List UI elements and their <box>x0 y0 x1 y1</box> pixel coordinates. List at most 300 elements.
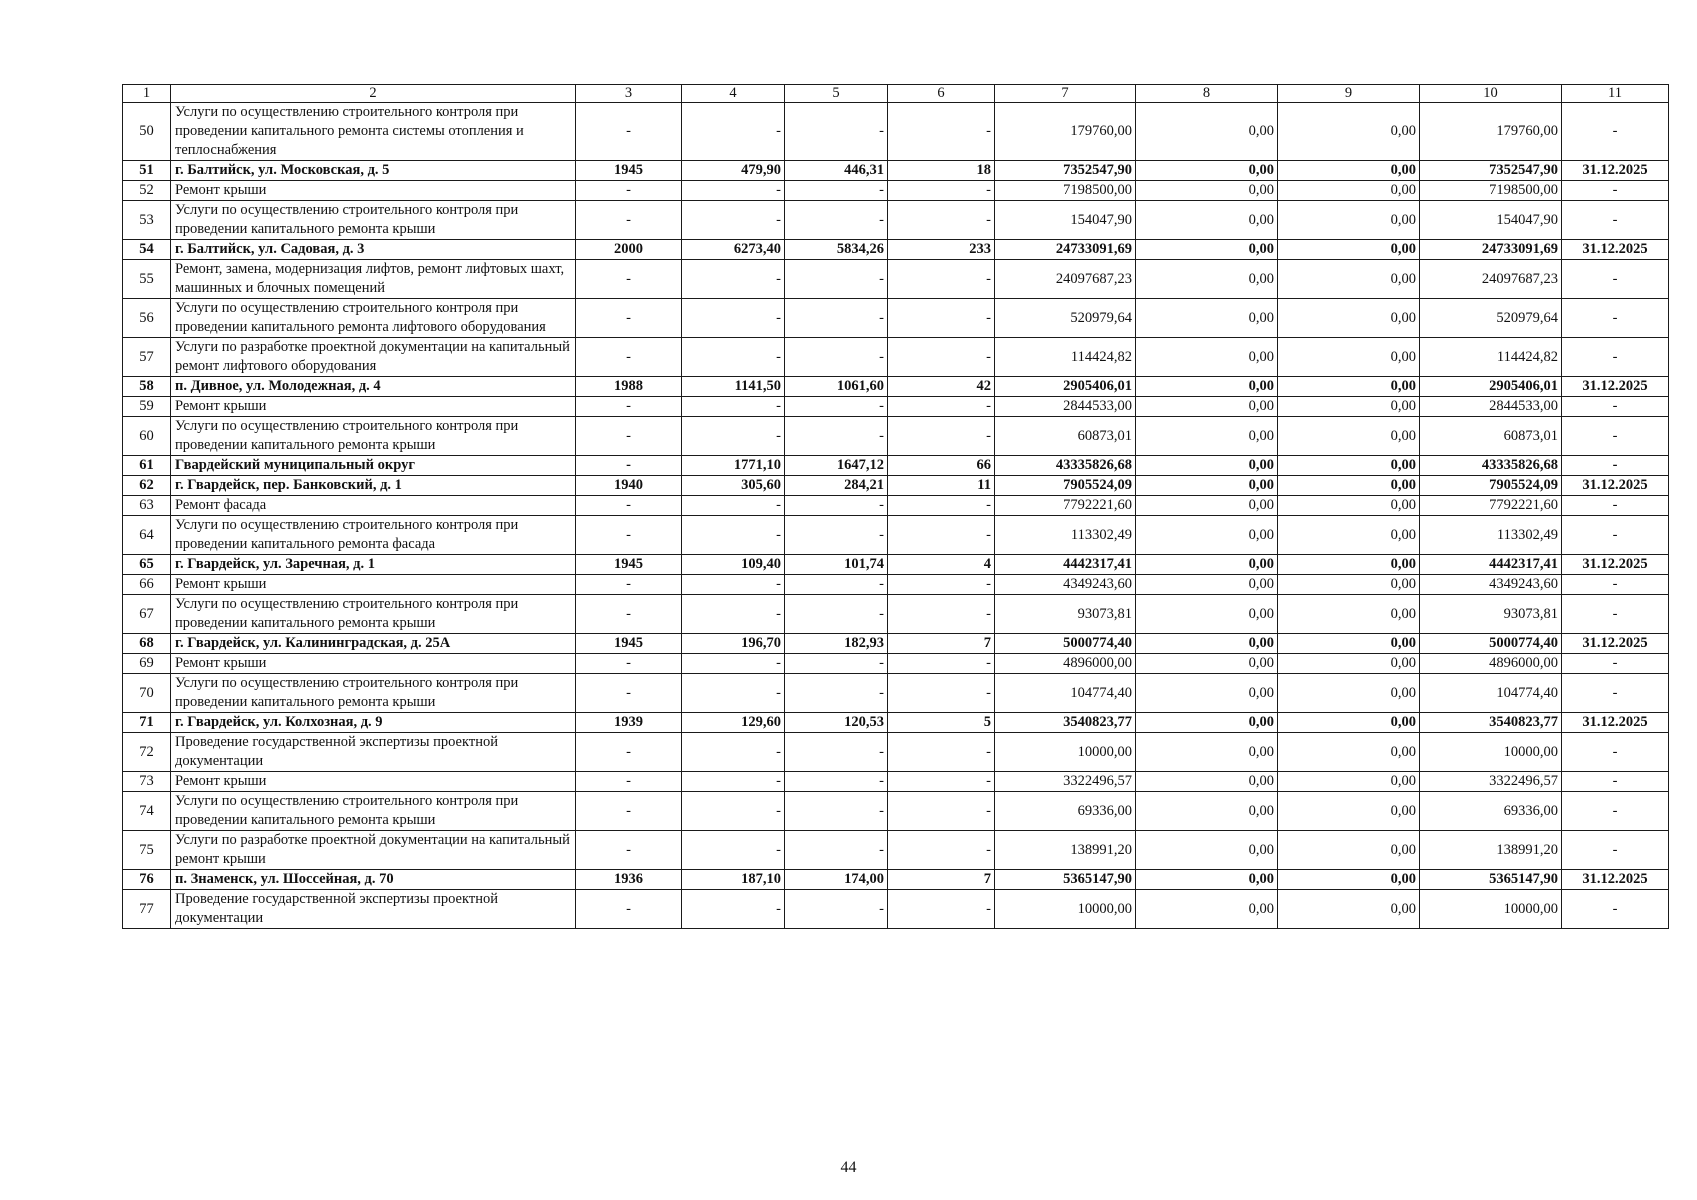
value-cell: 4896000,00 <box>995 654 1136 674</box>
value-cell: 179760,00 <box>1420 103 1562 161</box>
row-number-cell: 57 <box>123 338 171 377</box>
work-item-row <box>123 496 1669 516</box>
object-summary-row <box>123 240 1669 260</box>
column-number-header: 1 <box>123 85 171 103</box>
value-cell: - <box>888 201 995 240</box>
value-cell: - <box>785 299 888 338</box>
value-cell: 120,53 <box>785 713 888 733</box>
value-cell: 0,00 <box>1136 377 1278 397</box>
value-cell: 5000774,40 <box>995 634 1136 654</box>
row-number-cell: 77 <box>123 890 171 929</box>
value-cell: 0,00 <box>1136 417 1278 456</box>
value-cell: 114424,82 <box>995 338 1136 377</box>
value-cell: 0,00 <box>1136 103 1278 161</box>
value-cell: - <box>888 299 995 338</box>
work-item-row <box>123 575 1669 595</box>
value-cell: 0,00 <box>1136 733 1278 772</box>
value-cell: - <box>785 792 888 831</box>
value-cell: - <box>682 674 785 713</box>
value-cell: - <box>1562 299 1669 338</box>
value-cell: 0,00 <box>1278 870 1420 890</box>
value-cell: 10000,00 <box>1420 890 1562 929</box>
value-cell: 113302,49 <box>1420 516 1562 555</box>
object-summary-row <box>123 555 1669 575</box>
value-cell: 0,00 <box>1136 654 1278 674</box>
value-cell: - <box>576 733 682 772</box>
value-cell: 0,00 <box>1278 181 1420 201</box>
value-cell: - <box>576 654 682 674</box>
value-cell: 0,00 <box>1278 713 1420 733</box>
value-cell: 2905406,01 <box>1420 377 1562 397</box>
row-number-cell: 58 <box>123 377 171 397</box>
value-cell: 24097687,23 <box>1420 260 1562 299</box>
value-cell: - <box>1562 456 1669 476</box>
value-cell: - <box>682 496 785 516</box>
value-cell: - <box>682 792 785 831</box>
value-cell: 0,00 <box>1136 713 1278 733</box>
value-cell: 1771,10 <box>682 456 785 476</box>
value-cell: - <box>785 733 888 772</box>
value-cell: - <box>888 397 995 417</box>
column-number-header: 11 <box>1562 85 1669 103</box>
work-item-row <box>123 595 1669 634</box>
value-cell: - <box>682 575 785 595</box>
value-cell: 93073,81 <box>995 595 1136 634</box>
row-number-cell: 53 <box>123 201 171 240</box>
work-item-row <box>123 831 1669 870</box>
value-cell: 7198500,00 <box>995 181 1136 201</box>
column-number-header: 10 <box>1420 85 1562 103</box>
value-cell: - <box>888 103 995 161</box>
value-cell: - <box>785 595 888 634</box>
value-cell: 0,00 <box>1136 161 1278 181</box>
value-cell: 1945 <box>576 634 682 654</box>
row-number-cell: 61 <box>123 456 171 476</box>
value-cell: - <box>1562 516 1669 555</box>
value-cell: 0,00 <box>1136 397 1278 417</box>
value-cell: 0,00 <box>1278 299 1420 338</box>
value-cell: 0,00 <box>1136 890 1278 929</box>
value-cell: 69336,00 <box>1420 792 1562 831</box>
value-cell: 31.12.2025 <box>1562 555 1669 575</box>
column-number-header: 9 <box>1278 85 1420 103</box>
value-cell: 114424,82 <box>1420 338 1562 377</box>
value-cell: 4349243,60 <box>995 575 1136 595</box>
row-name-cell: Проведение государственной экспертизы проектной документации <box>171 733 576 772</box>
value-cell: 7905524,09 <box>995 476 1136 496</box>
value-cell: 0,00 <box>1136 575 1278 595</box>
value-cell: 24097687,23 <box>995 260 1136 299</box>
value-cell: - <box>785 417 888 456</box>
work-item-row <box>123 397 1669 417</box>
value-cell: 7 <box>888 870 995 890</box>
row-name-cell: Услуги по разработке проектной документации на капитальный ремонт крыши <box>171 831 576 870</box>
value-cell: 1945 <box>576 161 682 181</box>
value-cell: - <box>576 201 682 240</box>
value-cell: - <box>888 890 995 929</box>
value-cell: 43335826,68 <box>995 456 1136 476</box>
value-cell: - <box>785 496 888 516</box>
row-name-cell: г. Гвардейск, пер. Банковский, д. 1 <box>171 476 576 496</box>
row-number-cell: 75 <box>123 831 171 870</box>
value-cell: - <box>1562 181 1669 201</box>
value-cell: - <box>888 181 995 201</box>
value-cell: - <box>888 496 995 516</box>
value-cell: - <box>576 496 682 516</box>
work-item-row <box>123 417 1669 456</box>
value-cell: - <box>1562 496 1669 516</box>
row-number-cell: 60 <box>123 417 171 456</box>
value-cell: - <box>576 397 682 417</box>
value-cell: - <box>576 575 682 595</box>
value-cell: - <box>682 831 785 870</box>
row-name-cell: п. Знаменск, ул. Шоссейная, д. 70 <box>171 870 576 890</box>
value-cell: - <box>1562 397 1669 417</box>
row-name-cell: Услуги по осуществлению строительного контроля при проведении капитального ремонта крыши <box>171 201 576 240</box>
value-cell: 31.12.2025 <box>1562 713 1669 733</box>
value-cell: 1945 <box>576 555 682 575</box>
work-item-row <box>123 890 1669 929</box>
value-cell: - <box>682 338 785 377</box>
object-summary-row <box>123 634 1669 654</box>
value-cell: 7 <box>888 634 995 654</box>
value-cell: 187,10 <box>682 870 785 890</box>
value-cell: 138991,20 <box>995 831 1136 870</box>
table-body <box>123 85 1669 929</box>
value-cell: - <box>682 299 785 338</box>
value-cell: 0,00 <box>1136 496 1278 516</box>
value-cell: 3540823,77 <box>995 713 1136 733</box>
value-cell: 0,00 <box>1136 260 1278 299</box>
work-item-row <box>123 792 1669 831</box>
value-cell: 31.12.2025 <box>1562 377 1669 397</box>
row-number-cell: 73 <box>123 772 171 792</box>
row-number-cell: 67 <box>123 595 171 634</box>
row-number-cell: 71 <box>123 713 171 733</box>
work-item-row <box>123 772 1669 792</box>
row-number-cell: 51 <box>123 161 171 181</box>
value-cell: 4442317,41 <box>995 555 1136 575</box>
value-cell: 0,00 <box>1136 516 1278 555</box>
row-name-cell: Ремонт крыши <box>171 575 576 595</box>
work-item-row <box>123 338 1669 377</box>
value-cell: 0,00 <box>1278 456 1420 476</box>
value-cell: 10000,00 <box>995 890 1136 929</box>
value-cell: 3322496,57 <box>1420 772 1562 792</box>
value-cell: 0,00 <box>1136 299 1278 338</box>
value-cell: 0,00 <box>1278 555 1420 575</box>
value-cell: 0,00 <box>1278 516 1420 555</box>
value-cell: 0,00 <box>1278 772 1420 792</box>
value-cell: 5365147,90 <box>995 870 1136 890</box>
row-name-cell: Ремонт крыши <box>171 397 576 417</box>
value-cell: 0,00 <box>1136 476 1278 496</box>
value-cell: - <box>576 772 682 792</box>
value-cell: - <box>576 260 682 299</box>
value-cell: - <box>785 674 888 713</box>
value-cell: 93073,81 <box>1420 595 1562 634</box>
value-cell: 1939 <box>576 713 682 733</box>
row-name-cell: Услуги по разработке проектной документации на капитальный ремонт лифтового оборудования <box>171 338 576 377</box>
row-name-cell: Гвардейский муниципальный округ <box>171 456 576 476</box>
value-cell: - <box>785 397 888 417</box>
value-cell: 24733091,69 <box>995 240 1136 260</box>
value-cell: 4 <box>888 555 995 575</box>
value-cell: 0,00 <box>1136 831 1278 870</box>
row-name-cell: Услуги по осуществлению строительного контроля при проведении капитального ремонта лифтового оборудования <box>171 299 576 338</box>
row-name-cell: Ремонт крыши <box>171 654 576 674</box>
value-cell: - <box>1562 654 1669 674</box>
value-cell: - <box>888 595 995 634</box>
value-cell: 2844533,00 <box>1420 397 1562 417</box>
value-cell: - <box>888 417 995 456</box>
value-cell: 31.12.2025 <box>1562 240 1669 260</box>
value-cell: 5834,26 <box>785 240 888 260</box>
value-cell: 7352547,90 <box>995 161 1136 181</box>
value-cell: 0,00 <box>1278 674 1420 713</box>
work-item-row <box>123 654 1669 674</box>
value-cell: 101,74 <box>785 555 888 575</box>
value-cell: 305,60 <box>682 476 785 496</box>
object-summary-row <box>123 161 1669 181</box>
value-cell: - <box>785 831 888 870</box>
value-cell: - <box>576 674 682 713</box>
row-name-cell: п. Дивное, ул. Молодежная, д. 4 <box>171 377 576 397</box>
value-cell: 6273,40 <box>682 240 785 260</box>
value-cell: 2844533,00 <box>995 397 1136 417</box>
value-cell: - <box>682 260 785 299</box>
value-cell: 7792221,60 <box>1420 496 1562 516</box>
value-cell: 0,00 <box>1278 417 1420 456</box>
page-number: 44 <box>840 1159 857 1176</box>
value-cell: - <box>888 516 995 555</box>
value-cell: 0,00 <box>1136 792 1278 831</box>
value-cell: - <box>1562 417 1669 456</box>
value-cell: 520979,64 <box>1420 299 1562 338</box>
value-cell: 7198500,00 <box>1420 181 1562 201</box>
value-cell: 1940 <box>576 476 682 496</box>
value-cell: 129,60 <box>682 713 785 733</box>
row-name-cell: г. Гвардейск, ул. Заречная, д. 1 <box>171 555 576 575</box>
value-cell: 0,00 <box>1278 161 1420 181</box>
value-cell: - <box>785 260 888 299</box>
value-cell: 179760,00 <box>995 103 1136 161</box>
row-number-cell: 50 <box>123 103 171 161</box>
value-cell: 1141,50 <box>682 377 785 397</box>
value-cell: - <box>888 674 995 713</box>
column-number-header: 4 <box>682 85 785 103</box>
value-cell: 113302,49 <box>995 516 1136 555</box>
column-number-header: 6 <box>888 85 995 103</box>
work-item-row <box>123 299 1669 338</box>
work-item-row <box>123 674 1669 713</box>
column-number-header: 8 <box>1136 85 1278 103</box>
row-name-cell: Услуги по осуществлению строительного контроля при проведении капитального ремонта крыши <box>171 674 576 713</box>
value-cell: 0,00 <box>1136 555 1278 575</box>
value-cell: 4442317,41 <box>1420 555 1562 575</box>
work-item-row <box>123 516 1669 555</box>
value-cell: 7905524,09 <box>1420 476 1562 496</box>
value-cell: - <box>1562 595 1669 634</box>
value-cell: - <box>682 595 785 634</box>
value-cell: - <box>682 654 785 674</box>
value-cell: 1988 <box>576 377 682 397</box>
value-cell: 3540823,77 <box>1420 713 1562 733</box>
value-cell: 479,90 <box>682 161 785 181</box>
value-cell: 31.12.2025 <box>1562 161 1669 181</box>
work-program-table <box>122 84 1669 929</box>
value-cell: 0,00 <box>1136 634 1278 654</box>
object-summary-row <box>123 456 1669 476</box>
row-name-cell: Услуги по осуществлению строительного контроля при проведении капитального ремонта крыши <box>171 417 576 456</box>
row-number-cell: 69 <box>123 654 171 674</box>
value-cell: 60873,01 <box>995 417 1136 456</box>
row-name-cell: Услуги по осуществлению строительного контроля при проведении капитального ремонта системы отопления и теплоснабжения <box>171 103 576 161</box>
value-cell: 154047,90 <box>1420 201 1562 240</box>
value-cell: - <box>682 516 785 555</box>
value-cell: - <box>682 181 785 201</box>
value-cell: - <box>576 595 682 634</box>
value-cell: - <box>682 772 785 792</box>
value-cell: 0,00 <box>1136 201 1278 240</box>
value-cell: 138991,20 <box>1420 831 1562 870</box>
value-cell: 0,00 <box>1278 496 1420 516</box>
row-name-cell: Услуги по осуществлению строительного контроля при проведении капитального ремонта крыши <box>171 595 576 634</box>
row-name-cell: Услуги по осуществлению строительного контроля при проведении капитального ремонта крыши <box>171 792 576 831</box>
object-summary-row <box>123 476 1669 496</box>
value-cell: 196,70 <box>682 634 785 654</box>
work-item-row <box>123 103 1669 161</box>
value-cell: 0,00 <box>1278 397 1420 417</box>
value-cell: 1061,60 <box>785 377 888 397</box>
object-summary-row <box>123 870 1669 890</box>
value-cell: 31.12.2025 <box>1562 870 1669 890</box>
value-cell: - <box>1562 890 1669 929</box>
value-cell: - <box>785 181 888 201</box>
value-cell: 0,00 <box>1136 595 1278 634</box>
value-cell: 0,00 <box>1278 260 1420 299</box>
value-cell: - <box>785 890 888 929</box>
row-name-cell: г. Гвардейск, ул. Калининградская, д. 25А <box>171 634 576 654</box>
row-name-cell: Услуги по осуществлению строительного контроля при проведении капитального ремонта фасада <box>171 516 576 555</box>
row-name-cell: Ремонт, замена, модернизация лифтов, ремонт лифтовых шахт, машинных и блочных помещений <box>171 260 576 299</box>
value-cell: - <box>682 733 785 772</box>
row-number-cell: 63 <box>123 496 171 516</box>
value-cell: - <box>1562 201 1669 240</box>
value-cell: - <box>576 516 682 555</box>
row-name-cell: Проведение государственной экспертизы проектной документации <box>171 890 576 929</box>
value-cell: 0,00 <box>1278 595 1420 634</box>
work-item-row <box>123 201 1669 240</box>
value-cell: 0,00 <box>1278 201 1420 240</box>
value-cell: 1936 <box>576 870 682 890</box>
value-cell: 109,40 <box>682 555 785 575</box>
value-cell: - <box>888 733 995 772</box>
value-cell: - <box>576 417 682 456</box>
value-cell: 154047,90 <box>995 201 1136 240</box>
value-cell: 69336,00 <box>995 792 1136 831</box>
row-name-cell: Ремонт фасада <box>171 496 576 516</box>
value-cell: 233 <box>888 240 995 260</box>
value-cell: 182,93 <box>785 634 888 654</box>
work-item-row <box>123 181 1669 201</box>
value-cell: 0,00 <box>1136 870 1278 890</box>
value-cell: 5000774,40 <box>1420 634 1562 654</box>
value-cell: - <box>576 831 682 870</box>
row-number-cell: 65 <box>123 555 171 575</box>
value-cell: - <box>682 417 785 456</box>
value-cell: 520979,64 <box>995 299 1136 338</box>
value-cell: - <box>682 890 785 929</box>
value-cell: 0,00 <box>1136 240 1278 260</box>
value-cell: - <box>1562 575 1669 595</box>
value-cell: 174,00 <box>785 870 888 890</box>
value-cell: - <box>785 338 888 377</box>
row-number-cell: 55 <box>123 260 171 299</box>
value-cell: 60873,01 <box>1420 417 1562 456</box>
value-cell: - <box>576 299 682 338</box>
value-cell: 43335826,68 <box>1420 456 1562 476</box>
value-cell: 0,00 <box>1278 792 1420 831</box>
value-cell: 31.12.2025 <box>1562 634 1669 654</box>
value-cell: 104774,40 <box>995 674 1136 713</box>
value-cell: - <box>1562 792 1669 831</box>
value-cell: - <box>576 792 682 831</box>
row-number-cell: 56 <box>123 299 171 338</box>
row-name-cell: г. Балтийск, ул. Садовая, д. 3 <box>171 240 576 260</box>
value-cell: - <box>576 338 682 377</box>
row-name-cell: Ремонт крыши <box>171 181 576 201</box>
value-cell: 0,00 <box>1278 831 1420 870</box>
value-cell: - <box>785 772 888 792</box>
column-number-header: 5 <box>785 85 888 103</box>
value-cell: - <box>1562 772 1669 792</box>
value-cell: 0,00 <box>1278 240 1420 260</box>
value-cell: 0,00 <box>1278 733 1420 772</box>
value-cell: 0,00 <box>1136 338 1278 377</box>
value-cell: - <box>888 772 995 792</box>
column-number-header: 7 <box>995 85 1136 103</box>
value-cell: 0,00 <box>1278 575 1420 595</box>
row-number-cell: 64 <box>123 516 171 555</box>
value-cell: - <box>576 890 682 929</box>
value-cell: 0,00 <box>1136 456 1278 476</box>
value-cell: - <box>785 201 888 240</box>
value-cell: - <box>682 201 785 240</box>
value-cell: 0,00 <box>1136 674 1278 713</box>
row-name-cell: Ремонт крыши <box>171 772 576 792</box>
value-cell: - <box>576 103 682 161</box>
value-cell: 7792221,60 <box>995 496 1136 516</box>
row-number-cell: 54 <box>123 240 171 260</box>
work-item-row <box>123 733 1669 772</box>
value-cell: - <box>888 575 995 595</box>
value-cell: 0,00 <box>1278 654 1420 674</box>
row-number-cell: 62 <box>123 476 171 496</box>
value-cell: - <box>1562 260 1669 299</box>
value-cell: - <box>785 654 888 674</box>
row-name-cell: г. Гвардейск, ул. Колхозная, д. 9 <box>171 713 576 733</box>
value-cell: 11 <box>888 476 995 496</box>
value-cell: - <box>576 181 682 201</box>
value-cell: 104774,40 <box>1420 674 1562 713</box>
row-number-cell: 52 <box>123 181 171 201</box>
row-number-cell: 74 <box>123 792 171 831</box>
row-number-cell: 70 <box>123 674 171 713</box>
object-summary-row <box>123 713 1669 733</box>
value-cell: 3322496,57 <box>995 772 1136 792</box>
value-cell: 10000,00 <box>1420 733 1562 772</box>
